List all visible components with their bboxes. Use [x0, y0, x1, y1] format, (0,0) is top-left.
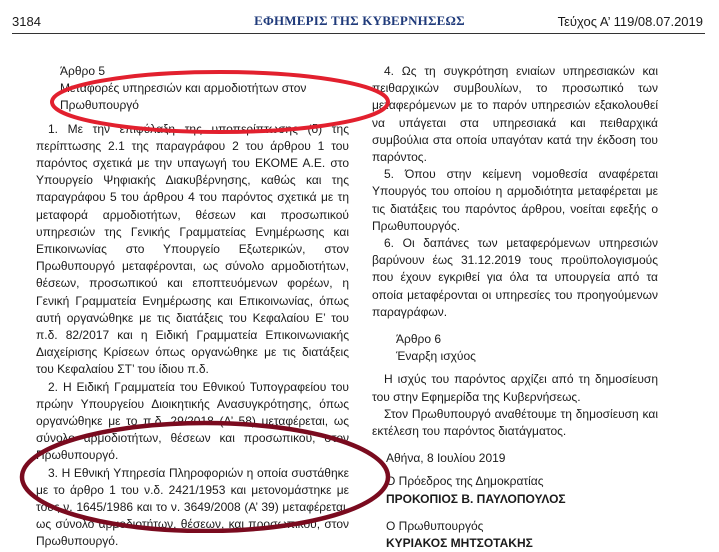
gazette-title: ΕΦΗΜΕΡΙΣ ΤΗΣ ΚΥΒΕΡΝΗΣΕΩΣ: [254, 13, 465, 28]
page-header: [0, 0, 719, 34]
left-column: [36, 63, 349, 551]
article-5-paragraph-2: 2. Η Ειδική Γραμματεία του Εθνικού Τυπογραφείου του πρώην Υπουργείου Διοικητικής Ανασυγκρότησης, όπως οργανώθηκε με το π.δ. 29/2018 (Α’ 58) μεταφέρεται, ως σύνολο αρμοδιοτήτων, θέσεων και προσωπικού, στον Πρωθυπουργό.: [36, 379, 349, 463]
header-rule: [12, 33, 705, 34]
article-6-paragraph-1: Η ισχύς του παρόντος αρχίζει από τη δημοσίευση του στην Εφημερίδα της Κυβερνήσεως.: [372, 372, 658, 404]
article-6-paragraph-2: Στον Πρωθυπουργό αναθέτουμε τη δημοσίευση και εκτέλεση του παρόντος διατάγματος.: [372, 406, 658, 439]
pm-name: ΚΥΡΙΑΚΟΣ ΜΗΤΣΟΤΑΚΗΣ: [386, 536, 533, 551]
article-6-label: Άρθρο 6: [396, 332, 442, 347]
page-number: 3184: [12, 14, 41, 29]
article-5-paragraph-4: 4. Ως τη συγκρότηση ενιαίων υπηρεσιακών και πειθαρχικών συμβουλίων, το προσωπικό των μεταφερόμενων με το παρόν υπηρεσιών εξακολουθεί να υπάγεται στα υπηρεσιακά και πειθαρχικά συμβούλια στα οποία υπαγόταν κατά την έκδοση του παρόντος.: [372, 64, 658, 165]
president-name: ΠΡΟΚΟΠΙΟΣ Β. ΠΑΥΛΟΠΟΥΛΟΣ: [386, 491, 566, 506]
article-5-paragraph-1: 1. Με την επιφύλαξη της υποπερίπτωσης (δ) της περίπτωσης 2.1 της παραγράφου 2 του άρθρου 1 του παρόντος σχετικά με την υπαγωγή του ΕΚΟΜΕ Α.Ε. στο Υπουργείο Ψηφιακής Διακυβέρνησης, καθώς και της παραγράφου 5 του άρθρου 4 του παρόντος σχετικά με τη μεταφορά αρμοδιοτήτων, θέσεων και προσωπικού υπηρεσιών της Γενικής Γραμματείας Ενημέρωσης και Επικοινωνίας στο Υπουργείο Εξωτερικών, στον Πρωθυπουργό μεταφέρονται, ως σύνολο αρμοδιοτήτων, θέσεων, προσωπικού και εποπτευόμενων φορέων, η Γενική Γραμματεία Ενημέρωσης και Επικοινωνίας, όπως αυτή οργανώθηκε με τις διατάξεις του Κεφαλαίου Ε’ του π.δ. 82/2017 και η Ειδική Γραμματεία Επικοινωνιακής Διαχείρισης Κρίσεων όπως οργανώθηκε με τις διατάξεις του Κεφαλαίου ΣΤ’ του ίδιου π.δ.: [36, 121, 349, 377]
right-column: [372, 63, 658, 552]
article-6-title: Έναρξη ισχύος: [396, 349, 476, 364]
article-5-paragraph-5: 5. Όπου στην κείμενη νομοθεσία αναφέρεται Υπουργός του οποίου η αρμοδιότητα μεταφέρεται με τις διατάξεις του παρόντος άρθρου, νοείται εφεξής ο Πρωθυπουργός.: [372, 167, 658, 233]
article-5-paragraph-3: 3. Η Εθνική Υπηρεσία Πληροφοριών η οποία συστάθηκε με το άρθρο 1 του ν.δ. 2421/1953 και μετονομάστηκε με τους ν. 1645/1986 και το ν. 3649/2008 (Α’ 39) μεταφέρεται, ως σύνολο αρμοδιοτήτων, θέσεων, και προσωπικού, στον Πρωθυπουργό.: [36, 465, 349, 549]
president-title: Ο Πρόεδρος της Δημοκρατίας: [386, 474, 544, 489]
article-5-paragraph-6: 6. Οι δαπάνες των μεταφερόμενων υπηρεσιών βαρύνουν έως 31.12.2019 τους προϋπολογισμούς που έχουν εγκριθεί για όλα τα υπουργεία από τα οποία μεταφέρονται οι υπηρεσίες του προηγούμενων παραγράφων.: [372, 236, 658, 319]
article-5-title: Μεταφορές υπηρεσιών και αρμοδιοτήτων στον Πρωθυπουργό: [60, 81, 307, 113]
article-5-label: Άρθρο 5: [60, 64, 106, 78]
issue-number: Τεύχος Α’ 119/08.07.2019: [557, 14, 703, 29]
pm-title: Ο Πρωθυπουργός: [386, 518, 484, 533]
place-date: Αθήνα, 8 Ιουλίου 2019: [386, 451, 506, 466]
